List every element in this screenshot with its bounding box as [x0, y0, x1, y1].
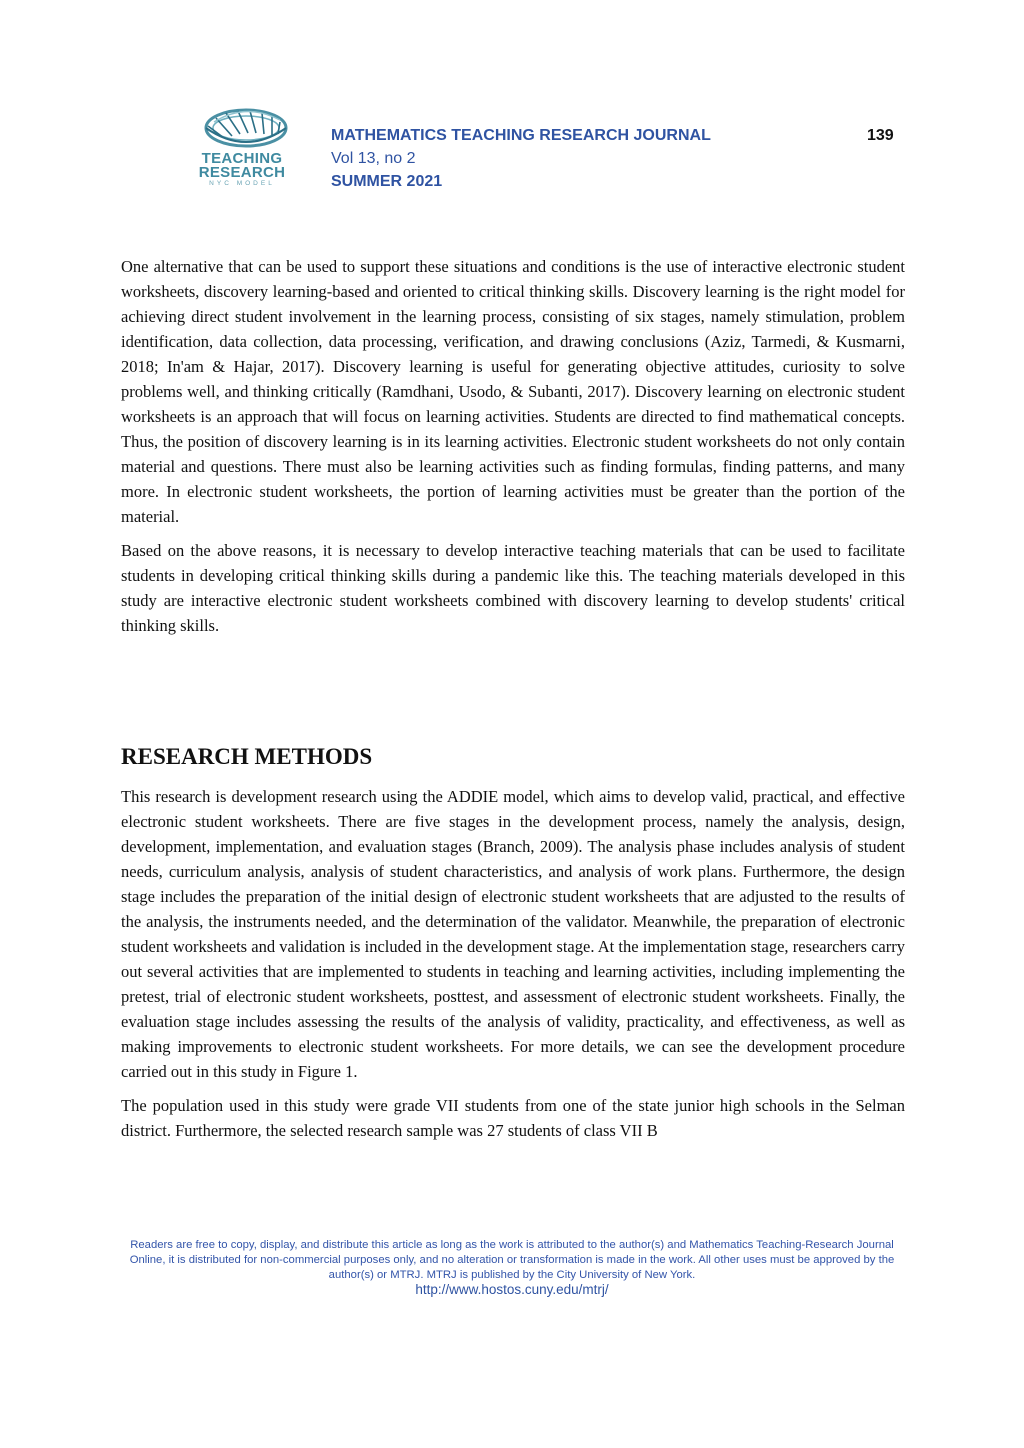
paragraph-1: One alternative that can be used to support these situations and conditions is the use of interactive electronic student worksheets, discovery learning-based and oriented to critical thinking skills. Discovery learning is the right model for achieving direct student involvement in the learning process, consisting of six stages, namely stimulation, problem identification, data collection, data processing, verification, and drawing conclusions (Aziz, Tarmedi, & Kusmarni, 2018; In'am & Hajar, 2017). Discovery learning is useful for generating objective attitudes, curiosity to solve problems well, and thinking critically (Ramdhani, Usodo, & Subanti, 2017). Discovery learning on electronic student worksheets is an approach that will focus on learning activities. Students are directed to find mathematical concepts. Thus, the position of discovery learning is in its learning activities. Electronic student worksheets do not only contain material and questions. There must also be learning activities such as finding formulas, finding patterns, and many more. In electronic student worksheets, the portion of learning activities must be greater than the portion of the material. — [121, 257, 905, 526]
page-header — [0, 0, 1024, 200]
journal-season: SUMMER 2021 — [331, 173, 443, 190]
logo-text-teaching: TEACHING — [201, 150, 283, 167]
journal-title: MATHEMATICS TEACHING RESEARCH JOURNAL — [331, 127, 711, 144]
paragraph-2: Based on the above reasons, it is necessary to develop interactive teaching materials that can be used to facilitate students in developing critical thinking skills during a pandemic like this. The teaching materials developed in this study are interactive electronic student worksheets combined with discovery learning to develop students' critical thinking skills. — [121, 541, 905, 635]
license-footer: Readers are free to copy, display, and distribute this article as long as the work is attributed to the author(s) and Mathematics Teaching-Research Journal Online, it is distributed for non-commercial purposes only, and no alteration or transformation is made in the work. All other uses must be approved by the author(s) or MTRJ. MTRJ is published by the City University of New York. — [129, 1239, 895, 1281]
methods-section — [121, 784, 905, 1143]
journal-url-link[interactable]: http://www.hostos.cuny.edu/mtrj/ — [415, 1282, 609, 1297]
section-heading: RESEARCH METHODS — [121, 744, 373, 769]
logo-text-nyc-model: NYC MODEL — [209, 180, 275, 187]
journal-volume: Vol 13, no 2 — [331, 150, 416, 167]
paragraph-4: The population used in this study were grade VII students from one of the state junior high schools in the Selman district. Furthermore, the selected research sample was 27 students of class VII B — [121, 1096, 905, 1140]
journal-info — [331, 124, 711, 193]
paragraph-3: This research is development research using the ADDIE model, which aims to develop valid, practical, and effective electronic student worksheets. There are five stages in the development process, namely the analysis, design, development, implementation, and evaluation stages (Branch, 2009). The analysis phase includes analysis of student needs, curriculum analysis, analysis of student characteristics, and analysis of work plans. Furthermore, the design stage includes the preparation of the initial design of electronic student worksheets that are adjusted to the results of the analysis, the instruments needed, and the determination of the validator. Meanwhile, the preparation of electronic student worksheets and validation is included in the development stage. At the implementation stage, researchers carry out several activities that are implemented to students in teaching and learning activities, including implementing the pretest, trial of electronic student worksheets, posttest, and assessment of electronic student worksheets. Finally, the evaluation stage includes assessing the results of the analysis of validity, practicality, and effectiveness, as well as making improvements to electronic student worksheets. For more details, we can see the development procedure carried out in this study in Figure 1. — [121, 787, 905, 1081]
journal-logo — [194, 104, 290, 190]
logo-text-research: RESEARCH — [198, 164, 286, 181]
page-number: 139 — [867, 127, 894, 144]
article-body — [121, 254, 905, 1140]
logo-ring-icon — [194, 104, 290, 154]
